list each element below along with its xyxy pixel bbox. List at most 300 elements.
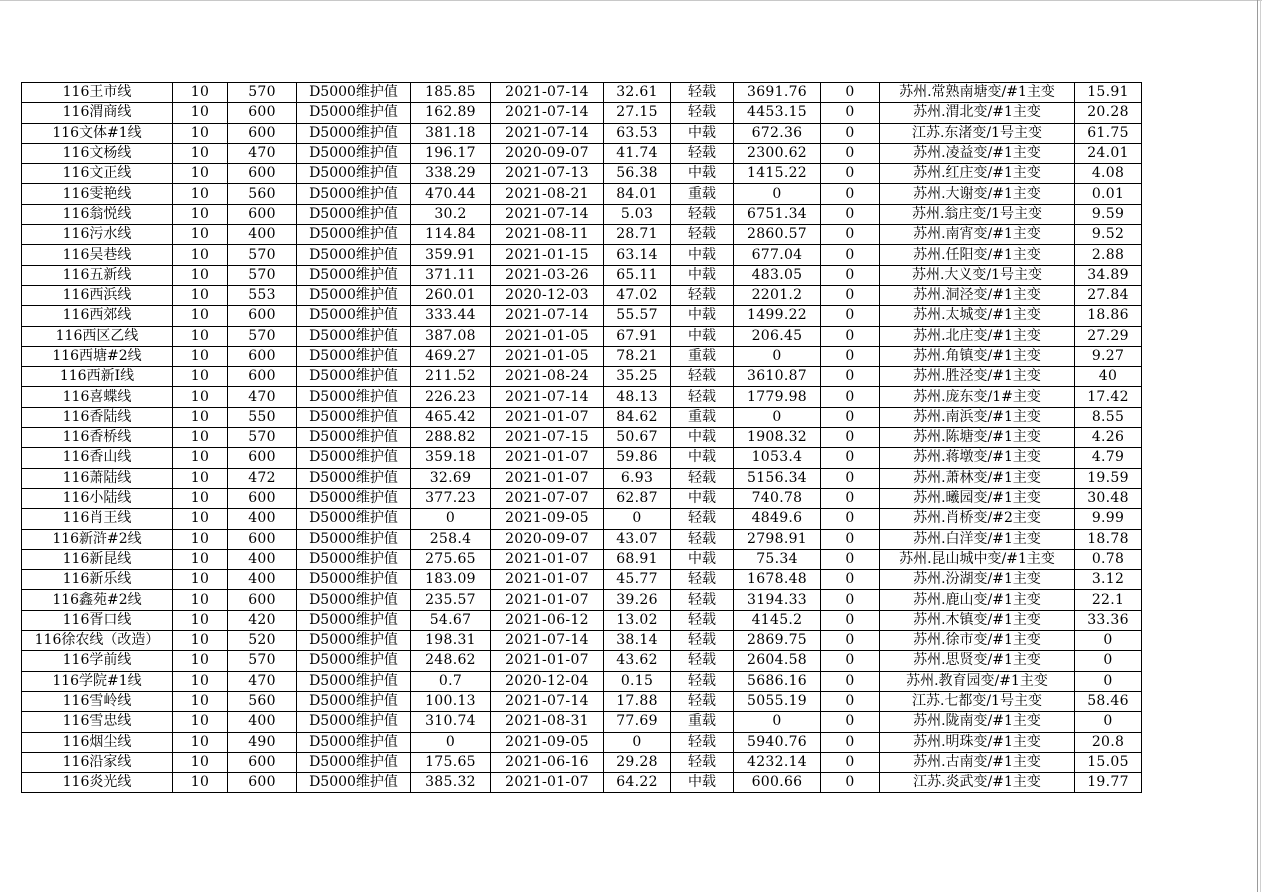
margin-cell: 1678.48 — [734, 570, 821, 590]
margin-cell: 672.36 — [734, 123, 821, 143]
load-rate-cell: 48.13 — [604, 387, 671, 407]
date-cell: 2021-07-14 — [491, 631, 604, 651]
rated-current-cell: 600 — [228, 346, 297, 366]
current-cell: 175.65 — [411, 752, 491, 772]
substation-cell: 苏州.昆山城中变/#1主变 — [880, 549, 1075, 569]
source-cell: D5000维护值 — [297, 265, 411, 285]
margin-cell: 3610.87 — [734, 367, 821, 387]
load-status-cell: 中载 — [671, 428, 734, 448]
load-rate-cell: 78.21 — [604, 346, 671, 366]
load-rate-cell: 17.88 — [604, 691, 671, 711]
table-row — [22, 549, 1142, 569]
value-cell: 8.55 — [1075, 407, 1142, 427]
current-cell: 275.65 — [411, 549, 491, 569]
table-row — [22, 407, 1142, 427]
load-status-cell: 轻载 — [671, 732, 734, 752]
margin-cell: 0 — [734, 346, 821, 366]
rated-current-cell: 600 — [228, 529, 297, 549]
rated-current-cell: 420 — [228, 610, 297, 630]
current-cell: 185.85 — [411, 83, 491, 103]
voltage-cell: 10 — [173, 671, 228, 691]
substation-cell: 苏州.南宵变/#1主变 — [880, 225, 1075, 245]
source-cell: D5000维护值 — [297, 143, 411, 163]
value-cell: 0 — [1075, 712, 1142, 732]
substation-cell: 苏州.陇南变/#1主变 — [880, 712, 1075, 732]
count-cell: 0 — [821, 671, 880, 691]
voltage-cell: 10 — [173, 367, 228, 387]
voltage-cell: 10 — [173, 488, 228, 508]
line-name-cell: 116西浜线 — [22, 285, 173, 305]
load-status-cell: 重载 — [671, 407, 734, 427]
rated-current-cell: 560 — [228, 691, 297, 711]
current-cell: 465.42 — [411, 407, 491, 427]
current-cell: 198.31 — [411, 631, 491, 651]
source-cell: D5000维护值 — [297, 570, 411, 590]
margin-cell: 4232.14 — [734, 752, 821, 772]
value-cell: 30.48 — [1075, 488, 1142, 508]
value-cell: 4.08 — [1075, 164, 1142, 184]
line-name-cell: 116文杨线 — [22, 143, 173, 163]
page-right-border-outer — [1260, 0, 1261, 892]
rated-current-cell: 472 — [228, 468, 297, 488]
date-cell: 2021-07-15 — [491, 428, 604, 448]
voltage-cell: 10 — [173, 123, 228, 143]
count-cell: 0 — [821, 184, 880, 204]
count-cell: 0 — [821, 570, 880, 590]
count-cell: 0 — [821, 610, 880, 630]
table-row — [22, 631, 1142, 651]
current-cell: 0.7 — [411, 671, 491, 691]
margin-cell: 5156.34 — [734, 468, 821, 488]
load-rate-cell: 63.14 — [604, 245, 671, 265]
current-cell: 114.84 — [411, 225, 491, 245]
current-cell: 183.09 — [411, 570, 491, 590]
table-row — [22, 468, 1142, 488]
current-cell: 338.29 — [411, 164, 491, 184]
line-name-cell: 116香陆线 — [22, 407, 173, 427]
table-row — [22, 225, 1142, 245]
count-cell: 0 — [821, 83, 880, 103]
source-cell: D5000维护值 — [297, 103, 411, 123]
substation-cell: 苏州.思贤变/#1主变 — [880, 651, 1075, 671]
rated-current-cell: 400 — [228, 712, 297, 732]
date-cell: 2021-03-26 — [491, 265, 604, 285]
load-rate-cell: 0 — [604, 509, 671, 529]
rated-current-cell: 490 — [228, 732, 297, 752]
date-cell: 2021-07-14 — [491, 691, 604, 711]
margin-cell: 3691.76 — [734, 83, 821, 103]
load-status-cell: 重载 — [671, 346, 734, 366]
margin-cell: 5686.16 — [734, 671, 821, 691]
substation-cell: 江苏.炎武变/#1主变 — [880, 773, 1075, 793]
table-row — [22, 590, 1142, 610]
source-cell: D5000维护值 — [297, 691, 411, 711]
load-rate-cell: 64.22 — [604, 773, 671, 793]
rated-current-cell: 600 — [228, 448, 297, 468]
table-row — [22, 570, 1142, 590]
rated-current-cell: 600 — [228, 123, 297, 143]
page-right-border — [1257, 0, 1258, 892]
date-cell: 2021-07-07 — [491, 488, 604, 508]
voltage-cell: 10 — [173, 773, 228, 793]
count-cell: 0 — [821, 691, 880, 711]
substation-cell: 苏州.洞泾变/#1主变 — [880, 285, 1075, 305]
table-row — [22, 691, 1142, 711]
current-cell: 359.91 — [411, 245, 491, 265]
source-cell: D5000维护值 — [297, 245, 411, 265]
voltage-cell: 10 — [173, 103, 228, 123]
rated-current-cell: 600 — [228, 773, 297, 793]
value-cell: 19.77 — [1075, 773, 1142, 793]
substation-cell: 苏州.萧林变/#1主变 — [880, 468, 1075, 488]
load-rate-cell: 28.71 — [604, 225, 671, 245]
load-status-cell: 轻载 — [671, 83, 734, 103]
load-status-cell: 中载 — [671, 549, 734, 569]
load-status-cell: 轻载 — [671, 651, 734, 671]
date-cell: 2021-01-07 — [491, 570, 604, 590]
value-cell: 33.36 — [1075, 610, 1142, 630]
margin-cell: 6751.34 — [734, 204, 821, 224]
line-name-cell: 116学前线 — [22, 651, 173, 671]
voltage-cell: 10 — [173, 387, 228, 407]
load-status-cell: 中载 — [671, 773, 734, 793]
value-cell: 18.78 — [1075, 529, 1142, 549]
count-cell: 0 — [821, 549, 880, 569]
current-cell: 333.44 — [411, 306, 491, 326]
current-cell: 32.69 — [411, 468, 491, 488]
load-rate-cell: 41.74 — [604, 143, 671, 163]
count-cell: 0 — [821, 407, 880, 427]
voltage-cell: 10 — [173, 164, 228, 184]
voltage-cell: 10 — [173, 752, 228, 772]
load-rate-cell: 84.01 — [604, 184, 671, 204]
date-cell: 2021-08-21 — [491, 184, 604, 204]
date-cell: 2021-01-07 — [491, 651, 604, 671]
date-cell: 2021-07-14 — [491, 83, 604, 103]
value-cell: 20.8 — [1075, 732, 1142, 752]
load-rate-cell: 0.15 — [604, 671, 671, 691]
margin-cell: 1908.32 — [734, 428, 821, 448]
voltage-cell: 10 — [173, 245, 228, 265]
voltage-cell: 10 — [173, 549, 228, 569]
count-cell: 0 — [821, 285, 880, 305]
load-status-cell: 轻载 — [671, 367, 734, 387]
substation-cell: 苏州.陈塘变/#1主变 — [880, 428, 1075, 448]
count-cell: 0 — [821, 488, 880, 508]
current-cell: 288.82 — [411, 428, 491, 448]
source-cell: D5000维护值 — [297, 448, 411, 468]
date-cell: 2021-07-14 — [491, 306, 604, 326]
load-rate-cell: 77.69 — [604, 712, 671, 732]
rated-current-cell: 570 — [228, 428, 297, 448]
current-cell: 371.11 — [411, 265, 491, 285]
margin-cell: 2869.75 — [734, 631, 821, 651]
value-cell: 0 — [1075, 651, 1142, 671]
load-rate-cell: 13.02 — [604, 610, 671, 630]
date-cell: 2021-01-15 — [491, 245, 604, 265]
table-row — [22, 610, 1142, 630]
date-cell: 2021-08-31 — [491, 712, 604, 732]
load-status-cell: 重载 — [671, 184, 734, 204]
voltage-cell: 10 — [173, 265, 228, 285]
current-cell: 260.01 — [411, 285, 491, 305]
load-rate-cell: 56.38 — [604, 164, 671, 184]
current-cell: 377.23 — [411, 488, 491, 508]
table-row — [22, 204, 1142, 224]
source-cell: D5000维护值 — [297, 184, 411, 204]
rated-current-cell: 470 — [228, 143, 297, 163]
table-body — [22, 83, 1142, 793]
rated-current-cell: 600 — [228, 752, 297, 772]
count-cell: 0 — [821, 631, 880, 651]
line-name-cell: 116新昆线 — [22, 549, 173, 569]
load-status-cell: 轻载 — [671, 285, 734, 305]
margin-cell: 0 — [734, 407, 821, 427]
source-cell: D5000维护值 — [297, 326, 411, 346]
table-row — [22, 346, 1142, 366]
voltage-cell: 10 — [173, 143, 228, 163]
line-name-cell: 116新浒#2线 — [22, 529, 173, 549]
line-name-cell: 116新乐线 — [22, 570, 173, 590]
table-row — [22, 732, 1142, 752]
count-cell: 0 — [821, 448, 880, 468]
date-cell: 2021-01-07 — [491, 407, 604, 427]
margin-cell: 483.05 — [734, 265, 821, 285]
load-rate-cell: 6.93 — [604, 468, 671, 488]
line-name-cell: 116香山线 — [22, 448, 173, 468]
load-rate-cell: 38.14 — [604, 631, 671, 651]
table-row — [22, 671, 1142, 691]
line-name-cell: 116喜蝶线 — [22, 387, 173, 407]
value-cell: 20.28 — [1075, 103, 1142, 123]
table-row — [22, 103, 1142, 123]
load-status-cell: 中载 — [671, 123, 734, 143]
margin-cell: 600.66 — [734, 773, 821, 793]
table-row — [22, 265, 1142, 285]
load-rate-cell: 63.53 — [604, 123, 671, 143]
line-name-cell: 116王市线 — [22, 83, 173, 103]
substation-cell: 苏州.太城变/#1主变 — [880, 306, 1075, 326]
line-name-cell: 116西郊线 — [22, 306, 173, 326]
margin-cell: 206.45 — [734, 326, 821, 346]
line-name-cell: 116文正线 — [22, 164, 173, 184]
value-cell: 9.52 — [1075, 225, 1142, 245]
table-row — [22, 367, 1142, 387]
substation-cell: 苏州.教育园变/#1主变 — [880, 671, 1075, 691]
substation-cell: 苏州.曦园变/#1主变 — [880, 488, 1075, 508]
substation-cell: 苏州.汾湖变/#1主变 — [880, 570, 1075, 590]
table-row — [22, 509, 1142, 529]
load-status-cell: 中载 — [671, 326, 734, 346]
rated-current-cell: 400 — [228, 509, 297, 529]
count-cell: 0 — [821, 712, 880, 732]
margin-cell: 0 — [734, 184, 821, 204]
count-cell: 0 — [821, 509, 880, 529]
value-cell: 2.88 — [1075, 245, 1142, 265]
voltage-cell: 10 — [173, 570, 228, 590]
margin-cell: 1779.98 — [734, 387, 821, 407]
substation-cell: 苏州.白洋变/#1主变 — [880, 529, 1075, 549]
substation-cell: 江苏.七都变/1号主变 — [880, 691, 1075, 711]
source-cell: D5000维护值 — [297, 306, 411, 326]
load-status-cell: 轻载 — [671, 468, 734, 488]
source-cell: D5000维护值 — [297, 610, 411, 630]
count-cell: 0 — [821, 265, 880, 285]
voltage-cell: 10 — [173, 83, 228, 103]
line-name-cell: 116胥口线 — [22, 610, 173, 630]
date-cell: 2021-07-14 — [491, 123, 604, 143]
count-cell: 0 — [821, 225, 880, 245]
margin-cell: 2300.62 — [734, 143, 821, 163]
load-status-cell: 轻载 — [671, 225, 734, 245]
count-cell: 0 — [821, 529, 880, 549]
table-row — [22, 428, 1142, 448]
date-cell: 2020-09-07 — [491, 143, 604, 163]
substation-cell: 苏州.木镇变/#1主变 — [880, 610, 1075, 630]
substation-cell: 苏州.鹿山变/#1主变 — [880, 590, 1075, 610]
load-status-cell: 轻载 — [671, 204, 734, 224]
source-cell: D5000维护值 — [297, 407, 411, 427]
date-cell: 2021-01-07 — [491, 773, 604, 793]
value-cell: 3.12 — [1075, 570, 1142, 590]
count-cell: 0 — [821, 387, 880, 407]
source-cell: D5000维护值 — [297, 712, 411, 732]
rated-current-cell: 600 — [228, 103, 297, 123]
value-cell: 9.59 — [1075, 204, 1142, 224]
load-status-cell: 中载 — [671, 448, 734, 468]
line-name-cell: 116污水线 — [22, 225, 173, 245]
date-cell: 2021-06-12 — [491, 610, 604, 630]
substation-cell: 苏州.徐市变/#1主变 — [880, 631, 1075, 651]
load-status-cell: 中载 — [671, 245, 734, 265]
rated-current-cell: 600 — [228, 590, 297, 610]
load-status-cell: 中载 — [671, 164, 734, 184]
table-row — [22, 123, 1142, 143]
date-cell: 2021-09-05 — [491, 509, 604, 529]
value-cell: 9.27 — [1075, 346, 1142, 366]
substation-cell: 苏州.大义变/1号主变 — [880, 265, 1075, 285]
voltage-cell: 10 — [173, 712, 228, 732]
count-cell: 0 — [821, 123, 880, 143]
value-cell: 34.89 — [1075, 265, 1142, 285]
rated-current-cell: 470 — [228, 671, 297, 691]
substation-cell: 苏州.北庄变/#1主变 — [880, 326, 1075, 346]
source-cell: D5000维护值 — [297, 367, 411, 387]
voltage-cell: 10 — [173, 691, 228, 711]
load-rate-cell: 0 — [604, 732, 671, 752]
voltage-cell: 10 — [173, 468, 228, 488]
line-name-cell: 116雪岭线 — [22, 691, 173, 711]
table-row — [22, 529, 1142, 549]
count-cell: 0 — [821, 590, 880, 610]
count-cell: 0 — [821, 306, 880, 326]
date-cell: 2021-08-24 — [491, 367, 604, 387]
rated-current-cell: 570 — [228, 651, 297, 671]
source-cell: D5000维护值 — [297, 346, 411, 366]
rated-current-cell: 600 — [228, 367, 297, 387]
table-row — [22, 184, 1142, 204]
date-cell: 2020-09-07 — [491, 529, 604, 549]
value-cell: 9.99 — [1075, 509, 1142, 529]
load-status-cell: 重载 — [671, 712, 734, 732]
current-cell: 381.18 — [411, 123, 491, 143]
load-status-cell: 轻载 — [671, 590, 734, 610]
value-cell: 58.46 — [1075, 691, 1142, 711]
voltage-cell: 10 — [173, 651, 228, 671]
source-cell: D5000维护值 — [297, 164, 411, 184]
date-cell: 2021-01-07 — [491, 590, 604, 610]
source-cell: D5000维护值 — [297, 549, 411, 569]
margin-cell: 2604.58 — [734, 651, 821, 671]
line-name-cell: 116西塘#2线 — [22, 346, 173, 366]
value-cell: 0.01 — [1075, 184, 1142, 204]
rated-current-cell: 600 — [228, 204, 297, 224]
current-cell: 0 — [411, 509, 491, 529]
load-status-cell: 轻载 — [671, 529, 734, 549]
voltage-cell: 10 — [173, 428, 228, 448]
line-name-cell: 116西区乙线 — [22, 326, 173, 346]
rated-current-cell: 600 — [228, 164, 297, 184]
date-cell: 2021-08-11 — [491, 225, 604, 245]
rated-current-cell: 400 — [228, 570, 297, 590]
rated-current-cell: 470 — [228, 387, 297, 407]
source-cell: D5000维护值 — [297, 285, 411, 305]
current-cell: 196.17 — [411, 143, 491, 163]
voltage-cell: 10 — [173, 184, 228, 204]
source-cell: D5000维护值 — [297, 468, 411, 488]
current-cell: 385.32 — [411, 773, 491, 793]
line-name-cell: 116鑫苑#2线 — [22, 590, 173, 610]
margin-cell: 0 — [734, 712, 821, 732]
table-row — [22, 326, 1142, 346]
load-status-cell: 轻载 — [671, 610, 734, 630]
page-top-border — [0, 0, 1262, 1]
line-name-cell: 116烟尘线 — [22, 732, 173, 752]
load-rate-cell: 35.25 — [604, 367, 671, 387]
line-name-cell: 116香桥线 — [22, 428, 173, 448]
voltage-cell: 10 — [173, 590, 228, 610]
date-cell: 2021-01-07 — [491, 549, 604, 569]
rated-current-cell: 570 — [228, 265, 297, 285]
load-rate-cell: 47.02 — [604, 285, 671, 305]
load-rate-cell: 59.86 — [604, 448, 671, 468]
line-name-cell: 116小陆线 — [22, 488, 173, 508]
current-cell: 0 — [411, 732, 491, 752]
current-cell: 248.62 — [411, 651, 491, 671]
table-row — [22, 285, 1142, 305]
line-name-cell: 116肖王线 — [22, 509, 173, 529]
substation-cell: 苏州.常熟南塘变/#1主变 — [880, 83, 1075, 103]
substation-cell: 苏州.翁庄变/1号主变 — [880, 204, 1075, 224]
date-cell: 2020-12-04 — [491, 671, 604, 691]
count-cell: 0 — [821, 468, 880, 488]
table-row — [22, 387, 1142, 407]
line-name-cell: 116徐农线（改造） — [22, 631, 173, 651]
date-cell: 2021-07-14 — [491, 103, 604, 123]
value-cell: 61.75 — [1075, 123, 1142, 143]
rated-current-cell: 570 — [228, 83, 297, 103]
voltage-cell: 10 — [173, 306, 228, 326]
load-status-cell: 中载 — [671, 265, 734, 285]
value-cell: 22.1 — [1075, 590, 1142, 610]
date-cell: 2021-06-16 — [491, 752, 604, 772]
substation-cell: 苏州.胜泾变/#1主变 — [880, 367, 1075, 387]
source-cell: D5000维护值 — [297, 671, 411, 691]
value-cell: 18.86 — [1075, 306, 1142, 326]
load-rate-cell: 43.62 — [604, 651, 671, 671]
load-rate-cell: 65.11 — [604, 265, 671, 285]
margin-cell: 2860.57 — [734, 225, 821, 245]
